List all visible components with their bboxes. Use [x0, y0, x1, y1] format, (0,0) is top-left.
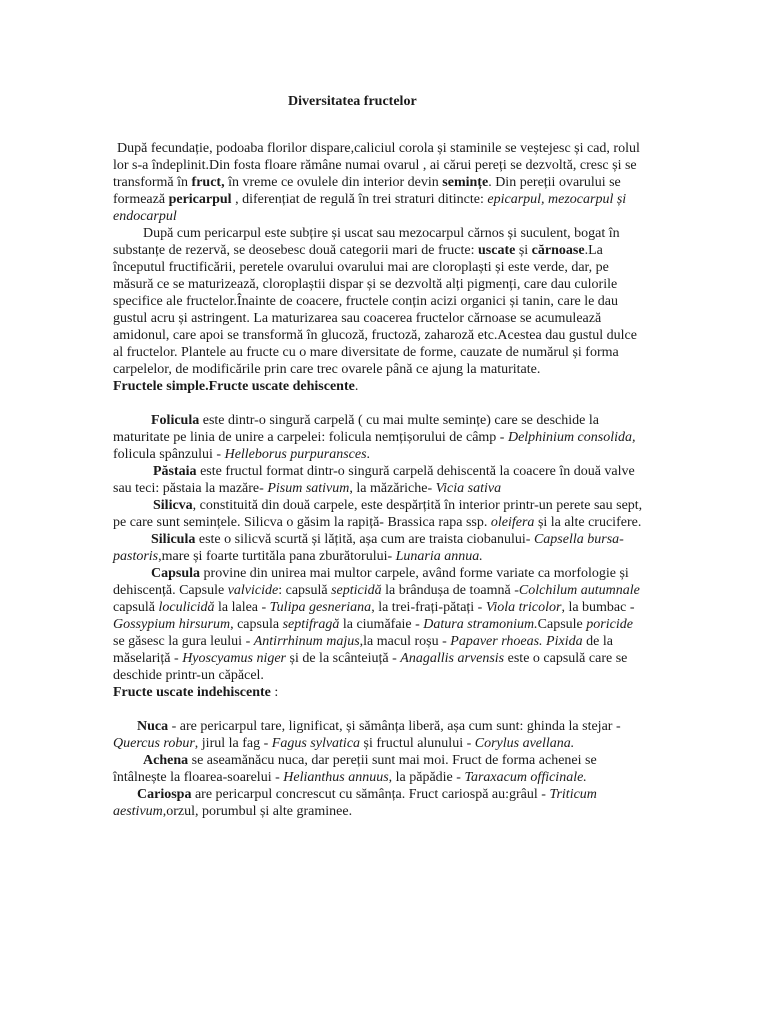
species-name: Gossypium hirsurum	[113, 617, 231, 632]
species-name: Fagus sylvatica	[271, 736, 361, 751]
species-name: Helleborus purpuransces	[224, 447, 367, 462]
paragraph-achena	[113, 752, 643, 786]
paragraph-pericarp	[113, 225, 643, 378]
text-run: și	[515, 243, 532, 258]
term-italic: loculicidă	[158, 600, 215, 615]
species-name: Anagallis arvensis	[400, 651, 505, 666]
text-run: După cum pericarpul este subțire și uscat sau mezocarpul cărnos și suculent, bogat în substanțe de rezervă, se deosebesc două categorii mari de fructe:	[113, 226, 620, 258]
species-name: Taraxacum officinale.	[464, 770, 587, 785]
text-run: la ciumăfaie -	[339, 617, 424, 632]
text-run: Capsule	[537, 617, 587, 632]
species-name: Viola tricolor	[485, 600, 562, 615]
text-run: . Din pereții ovarului se formează	[113, 175, 621, 207]
term-italic: valvicide	[227, 583, 279, 598]
term-achena: Achena	[143, 753, 189, 768]
text-run: ,orzul, porumbul și alte graminee.	[162, 804, 353, 819]
paragraph-cariospa	[113, 786, 643, 820]
text-run: este o silicvă scurtă și lățită, așa cum are traista ciobanului-	[195, 532, 534, 547]
species-name: Helianthus annuus	[283, 770, 389, 785]
text-run: și la alte crucifere.	[534, 515, 642, 530]
term-pastaia: Păstaia	[153, 464, 197, 479]
text-run: și de la scânteiuță -	[286, 651, 401, 666]
text-run: de la măselariță -	[113, 634, 613, 666]
text-run: : capsulă	[278, 583, 332, 598]
text-run: se găsesc la gura leului -	[113, 634, 254, 649]
species-name: Datura stramonium.	[423, 617, 538, 632]
text-run: la brândușa de toamnă -	[381, 583, 519, 598]
term-italic: septicidă	[331, 583, 382, 598]
species-name: Colchilum autumnale	[518, 583, 640, 598]
text-run: .La începutul fructificării, peretele ovarului ovarului mai are cloroplaști și este verde, dar, pe măsură ce se maturizează, cloroplaștii dispar și se dezvoltă alți pigmenți, care dau culorile specifice ale fructelor.Înainte de coacere, fructele conțin acizi organici și tanin, care le dau gustul acru și astringent. La maturizarea sau coacerea fructelor cărnoase se acumulează amidonul, care apoi se transformă în glucoză, fructoză, zaharoză etc.Acestea dau gustul dulce al fructelor. Plantele au fructe cu o mare diversitate de forme, cauzate de numărul și forma carpelelor, de modificările prin care trec ovarele până ce ajung la maturitate.	[113, 243, 637, 377]
text-run: în vreme ce ovulele din interior devin	[224, 175, 443, 190]
heading-text: Fructele simple.Fructe uscate dehiscente	[113, 379, 355, 394]
spacer	[113, 395, 643, 412]
text-run: ,mare și foarte turtităla pana zburătorului-	[158, 549, 396, 564]
text-run: :	[270, 685, 279, 700]
term-pericarpul: pericarpul	[168, 192, 232, 207]
term-cariospa: Cariospa	[137, 787, 192, 802]
heading-fructe-dehiscente	[113, 378, 643, 395]
text-run: ,la macul roșu -	[359, 634, 451, 649]
spacer	[113, 701, 643, 718]
text-run: capsulă	[113, 600, 159, 615]
term-italic: poricide	[586, 617, 633, 632]
text-run: este dintr-o singură carpelă ( cu mai multe semințe) care se deschide la maturitate pe linia de unire a carpelei: folicula nemțișorului de câmp -	[113, 413, 599, 445]
text-run: , jirul la fag -	[194, 736, 272, 751]
term-carnoase: cărnoase	[531, 243, 585, 258]
term-uscate: uscate	[478, 243, 516, 258]
text-run: se aseamănăcu nuca, dar pereții sunt mai moi. Fruct de forma achenei se întâlnește la floarea-soarelui -	[113, 753, 597, 785]
paragraph-capsula	[113, 565, 643, 684]
paragraph-nuca	[113, 718, 643, 752]
document-title: Diversitatea fructelor	[288, 94, 417, 109]
text-run: folicula spânzului -	[113, 447, 225, 462]
text-run: și fructul alunului -	[360, 736, 475, 751]
text-run: - are pericarpul tare, lignificat, și sămânța liberă, așa cum sunt: ghinda la stejar -	[168, 719, 621, 734]
species-name: Corylus avellana.	[474, 736, 575, 751]
heading-text: Fructe uscate indehiscente	[113, 685, 271, 700]
species-name: Delphinium consolida,	[507, 430, 636, 445]
text-run: , la măzăriche-	[349, 481, 436, 496]
heading-fructe-indehiscente	[113, 684, 643, 701]
term-straturi: epicarpul, mezocarpul și endocarpul	[113, 192, 627, 224]
term-seminte: semințe	[442, 175, 489, 190]
paragraph-intro	[113, 140, 643, 225]
text-run: este o capsulă care se deschide printr-un căpăcel.	[113, 651, 628, 683]
species-name: Quercus robur	[113, 736, 195, 751]
text-run: , la păpădie -	[388, 770, 465, 785]
species-name: Triticum aestivum	[113, 787, 597, 819]
document-body	[113, 140, 643, 820]
text-run: .	[366, 447, 371, 462]
paragraph-silicula	[113, 531, 643, 565]
text-run: , la bumbac -	[561, 600, 635, 615]
text-run: are pericarpul concrescut cu sămânța. Fruct cariospă au:grâul -	[191, 787, 550, 802]
text-run: la lalea -	[214, 600, 270, 615]
species-name: Pisum sativum	[267, 481, 350, 496]
text-run: este fructul format dintr-o singură carpelă dehiscentă la coacere în două valve sau teci: păstaia la mazăre-	[113, 464, 635, 496]
species-name: Lunaria annua.	[395, 549, 483, 564]
species-name: oleifera	[490, 515, 535, 530]
term-fruct: fruct,	[191, 175, 225, 190]
term-folicula: Folicula	[151, 413, 200, 428]
term-silicula: Silicula	[151, 532, 196, 547]
species-name: Tulipa gesneriana	[269, 600, 372, 615]
paragraph-pastaia	[113, 463, 643, 497]
species-name: Papaver rhoeas. Pixida	[450, 634, 583, 649]
term-nuca: Nuca	[137, 719, 169, 734]
paragraph-silicva	[113, 497, 643, 531]
text-run: .	[354, 379, 359, 394]
paragraph-folicula	[113, 412, 643, 463]
species-name: Capsella bursa-pastoris	[113, 532, 624, 564]
text-run: După fecundație, podoaba florilor dispare,caliciul corola și staminile se veștejesc și cad, rolul lor s-a îndeplinit.Din fosta floare rămâne numai ovarul , ai cărui pereți se dezvoltă, cresc și se transformă în	[113, 141, 640, 190]
text-run: , capsula	[230, 617, 283, 632]
text-run: , diferențiat de regulă în trei straturi ditincte:	[231, 192, 488, 207]
species-name: Antirrhinum majus	[253, 634, 360, 649]
species-name: Hyoscyamus niger	[182, 651, 286, 666]
term-capsula: Capsula	[151, 566, 201, 581]
term-silicva: Silicva	[153, 498, 193, 513]
text-run: , la trei-frați-pătați -	[371, 600, 486, 615]
text-run: provine din unirea mai multor carpele, având forme variate ca morfologie și dehiscență. Capsule	[113, 566, 629, 598]
species-name: Vicia sativa	[435, 481, 502, 496]
term-italic: septifragă	[282, 617, 340, 632]
text-run: , constituită din două carpele, este despărțită în interior printr-un perete sau sept, pe care sunt semințele. Silicva o găsim la rapiță- Brassica rapa ssp.	[113, 498, 643, 530]
